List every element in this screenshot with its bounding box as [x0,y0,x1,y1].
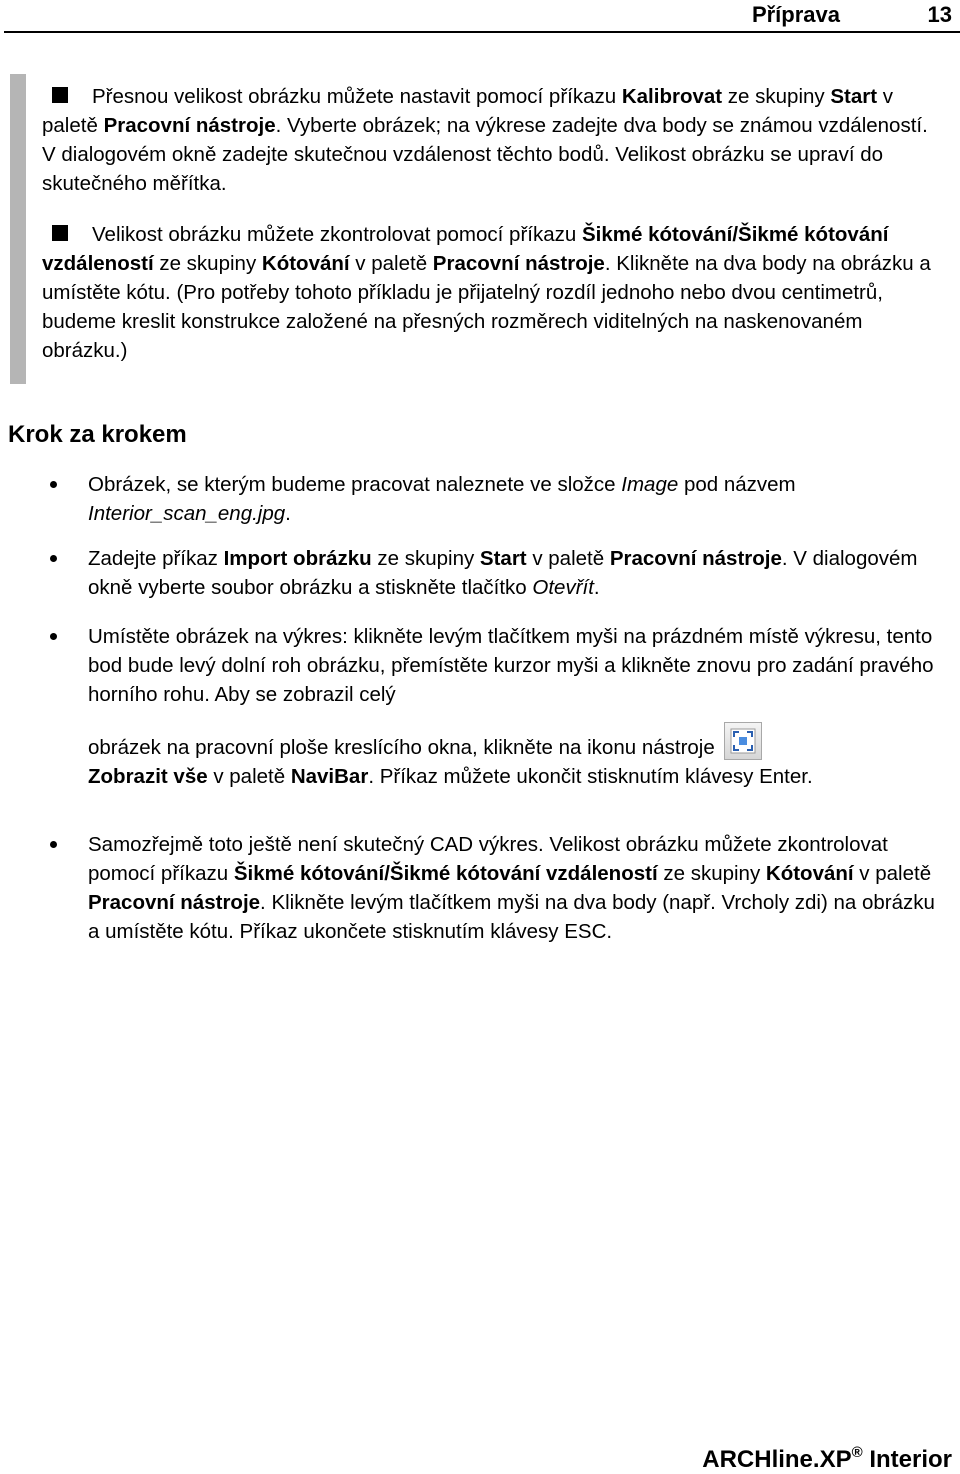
page-number: 13 [927,2,952,27]
step-item: Umístěte obrázek na výkres: klikněte levým tlačítkem myši na prázdném místě výkresu, tento bod bude levý dolní roh obrázku, přemístěte kurzor myši a klikněte znovu pro zadání pravého horního rohu. Aby se zobrazil celý [88,622,948,709]
step-item: Samozřejmě toto ještě není skutečný CAD výkres. Velikost obrázku můžete zkontrolovat pomocí příkazu Šikmé kótování/Šikmé kótování vzdáleností ze skupiny Kótování v paletě Pracovní nástroje. Klikněte levým tlačítkem myši na dva body (např. Vrcholy zdi) na obrázku a umístěte kótu. Příkaz ukončete stisknutím klávesy ESC. [88,830,948,946]
tip-paragraph-calibrate: Přesnou velikost obrázku můžete nastavit pomocí příkazu Kalibrovat ze skupiny Start v paletě Pracovní nástroje. Vyberte obrázek; na výkrese zadejte dva body se známou vzdáleností. V dialogovém okně zadejte skutečnou vzdálenost těchto bodů. Velikost obrázku se upraví do skutečného měřítka. [42,85,928,195]
tip-paragraph-dimension: Velikost obrázku můžete zkontrolovat pomocí příkazu Šikmé kótování/Šikmé kótování vzdáleností ze skupiny Kótování v paletě Pracovní nástroje. Klikněte na dva body na obrázku a umístěte kótu. (Pro potřeby tohoto příkladu je přijatelný rozdíl jednoho nebo dvou centimetrů, budeme kreslit konstrukce založené na přesných rozměrech viditelných na naskenovaném obrázku.) [42,223,931,362]
square-bullet-icon [52,87,68,103]
tip-box [8,74,948,384]
footer-brand: ARCHline.XP® Interior [702,1444,952,1473]
step-item: Obrázek, se kterým budeme pracovat naleznete ve složce Image pod názvem Interior_scan_eng.jpg. [88,470,948,528]
zoom-extents-icon [724,722,762,760]
step-item: Zadejte příkaz Import obrázku ze skupiny Start v paletě Pracovní nástroje. V dialogovém okně vyberte soubor obrázku a stiskněte tlačítko Otevřít. [88,544,948,602]
page-header [0,0,960,32]
tip-box-sidebar [10,74,26,384]
header-title: Příprava [751,2,840,27]
header-divider [4,31,960,33]
section-title: Krok za krokem [8,421,187,448]
square-bullet-icon [52,225,68,241]
step-item-continued: obrázek na pracovní ploše kreslícího okna, klikněte na ikonu nástroje Zobrazit vše v paletě NaviBar. Příkaz můžete ukončit stisknutím klávesy Enter. [88,722,948,791]
